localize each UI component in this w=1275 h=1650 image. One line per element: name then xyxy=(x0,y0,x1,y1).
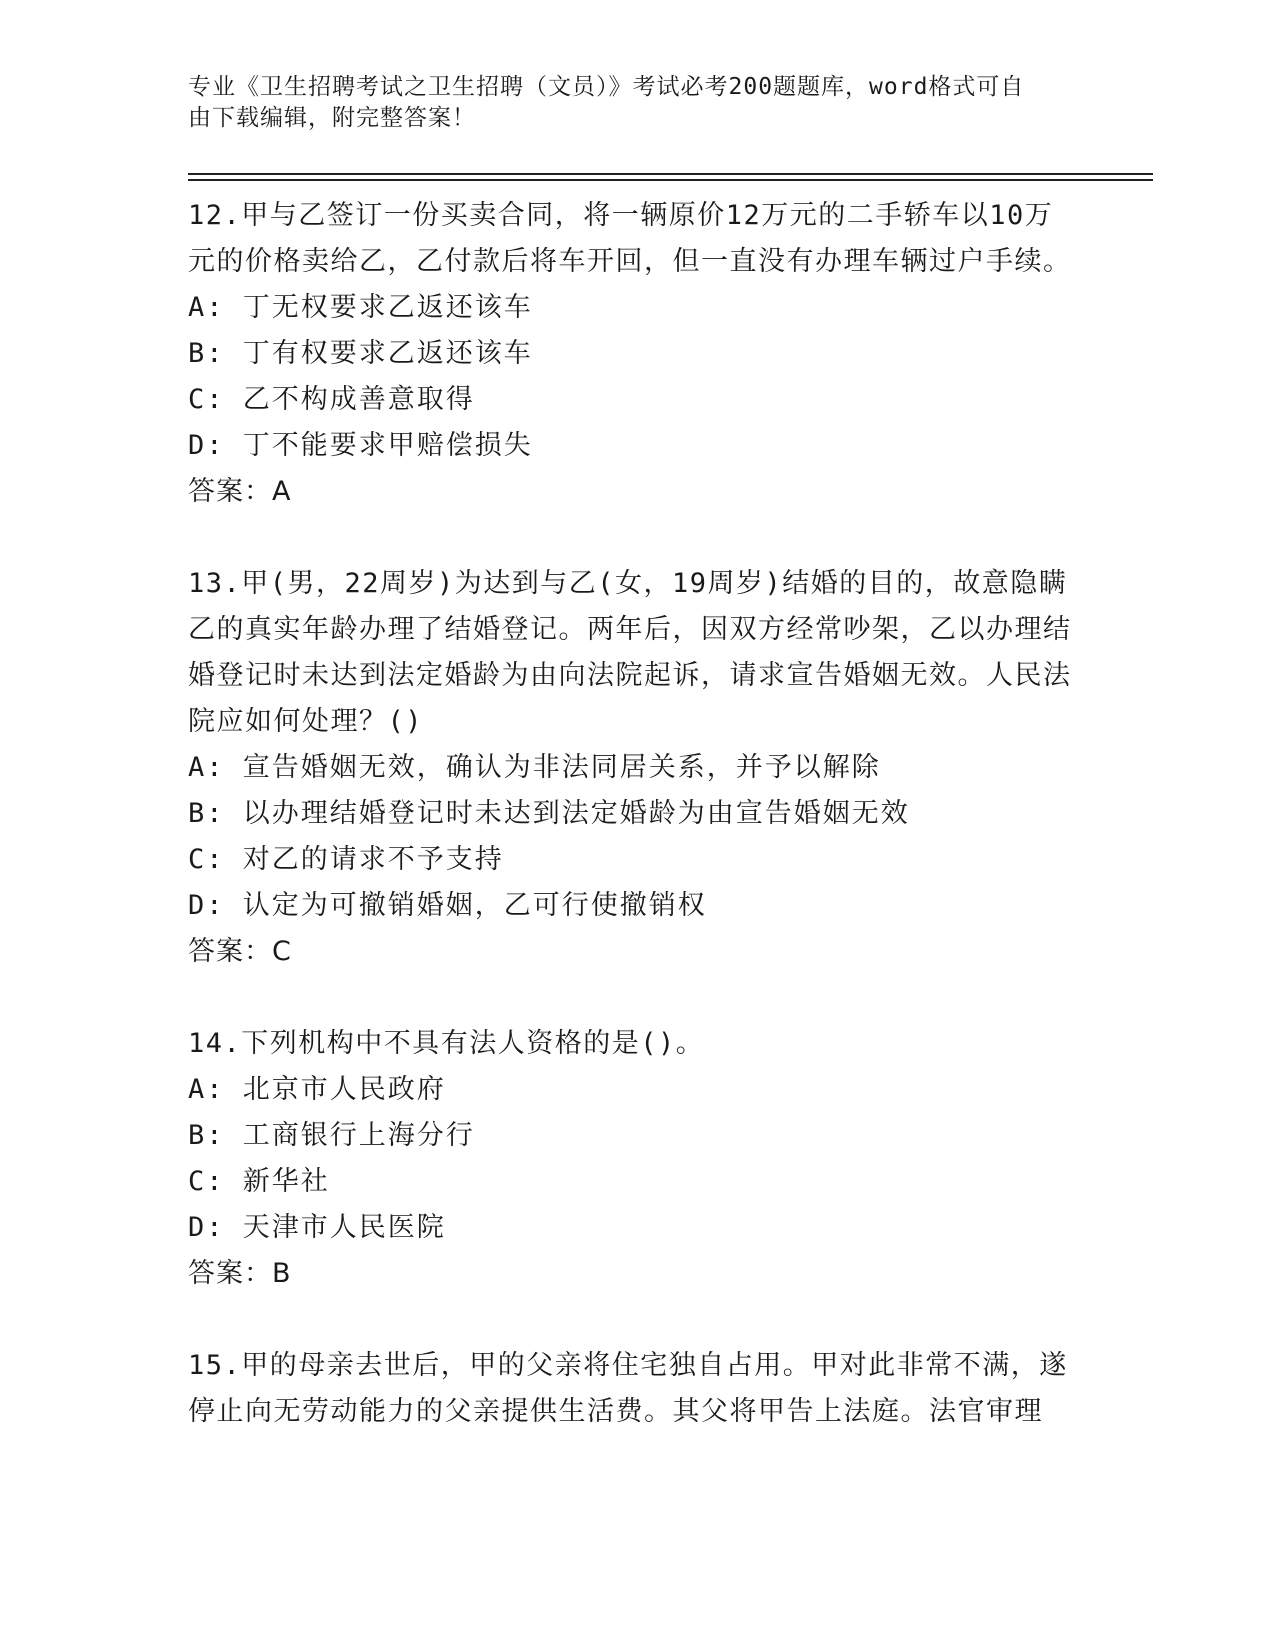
question-text: 15.甲的母亲去世后，甲的父亲将住宅独自占用。甲对此非常不满，遂停止向无劳动能力的父亲提供生活费。其父将甲告上法庭。法官审理 xyxy=(188,1350,1068,1427)
option-a: A: 北京市人民政府 xyxy=(188,1074,446,1105)
question-13 xyxy=(188,561,1078,975)
option-list xyxy=(188,1067,1078,1251)
question-text: 12.甲与乙签订一份买卖合同，将一辆原价12万元的二手轿车以10万元的价格卖给乙，乙付款后将车开回，但一直没有办理车辆过户手续。 xyxy=(188,200,1072,277)
option-d: D: 天津市人民医院 xyxy=(188,1212,446,1243)
option-d: D: 丁不能要求甲赔偿损失 xyxy=(188,430,533,461)
option-b: B: 工商银行上海分行 xyxy=(188,1120,475,1151)
question-spacer xyxy=(188,1297,1078,1343)
question-text: 13.甲(男，22周岁)为达到与乙(女，19周岁)结婚的目的，故意隐瞒乙的真实年龄办理了结婚登记。两年后，因双方经常吵架，乙以办理结婚登记时未达到法定婚龄为由向法院起诉，请求宣告婚姻无效。人民法院应如何处理？() xyxy=(188,568,1072,737)
header-line-2: 由下载编辑，附完整答案！ xyxy=(188,105,476,131)
answer: 答案：C xyxy=(188,936,292,967)
option-list xyxy=(188,745,1078,929)
option-list xyxy=(188,285,1078,469)
question-list xyxy=(188,193,1078,1435)
document-header xyxy=(188,72,1068,134)
question-spacer xyxy=(188,975,1078,1021)
option-b: B: 丁有权要求乙返还该车 xyxy=(188,338,533,369)
header-divider-top xyxy=(188,173,1153,175)
option-c: C: 新华社 xyxy=(188,1166,330,1197)
answer: 答案：B xyxy=(188,1258,292,1289)
option-b: B: 以办理结婚登记时未达到法定婚龄为由宣告婚姻无效 xyxy=(188,798,910,829)
option-d: D: 认定为可撤销婚姻，乙可行使撤销权 xyxy=(188,890,707,921)
option-c: C: 乙不构成善意取得 xyxy=(188,384,475,415)
question-text: 14.下列机构中不具有法人资格的是()。 xyxy=(188,1028,705,1059)
question-15 xyxy=(188,1343,1078,1435)
option-a: A: 宣告婚姻无效，确认为非法同居关系，并予以解除 xyxy=(188,752,881,783)
question-14 xyxy=(188,1021,1078,1297)
question-12 xyxy=(188,193,1078,515)
header-line-1: 专业《卫生招聘考试之卫生招聘（文员）》考试必考200题题库，word格式可自 xyxy=(188,74,1025,100)
option-a: A: 丁无权要求乙返还该车 xyxy=(188,292,533,323)
header-divider-bottom xyxy=(188,179,1153,181)
answer: 答案：A xyxy=(188,476,292,507)
option-c: C: 对乙的请求不予支持 xyxy=(188,844,504,875)
question-spacer xyxy=(188,515,1078,561)
